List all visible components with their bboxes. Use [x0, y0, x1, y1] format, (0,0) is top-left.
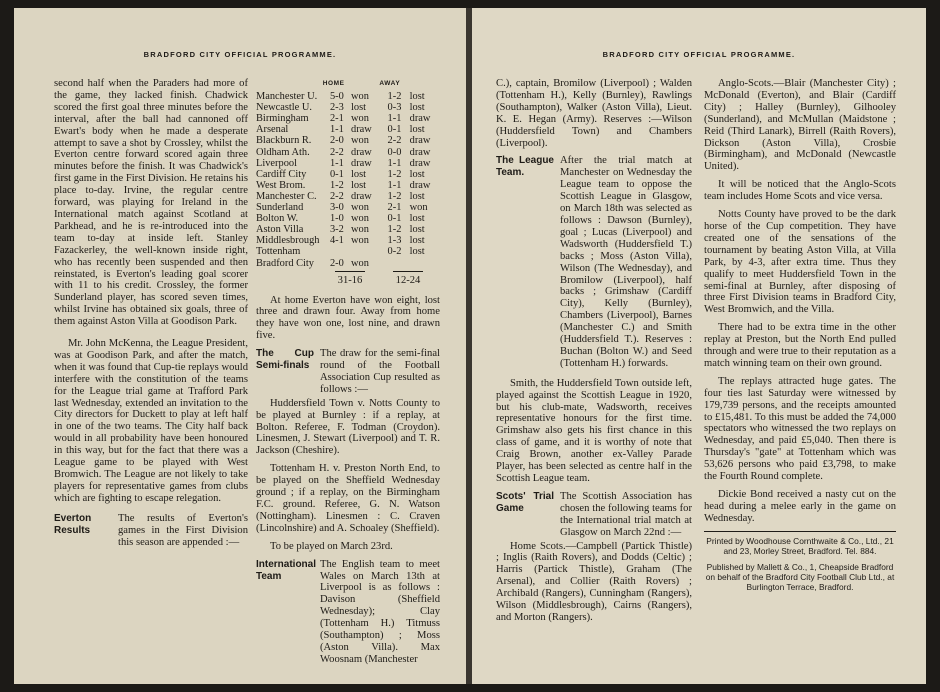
results-row: [256, 224, 440, 235]
results-home-result: [351, 246, 379, 257]
results-away-result: draw: [409, 146, 431, 158]
results-team: Birmingham: [256, 113, 309, 125]
right-page: [472, 8, 926, 684]
results-home-result: won: [351, 235, 369, 247]
left-column-2: [256, 78, 440, 668]
away-total: 12-24: [395, 274, 421, 286]
results-home-result: lost: [351, 168, 367, 180]
notts-county-paragraph: Notts County have proved to be the dark horse of the Cup competition. They have created one of the sensations of the tournament by beating Aston Villa, at Villa Park, by 4-3, after extra time. Thus they qualify to meet Huddersfield Town in the semi-final at Burnley, after disposing of three First Division teams in Bradford City, West Bromwich, and the Villa.: [704, 209, 896, 316]
home-total: 31-16: [337, 274, 363, 286]
results-row: [256, 113, 440, 124]
results-team: West Brom.: [256, 179, 306, 191]
dickie-bond-paragraph: Dickie Bond received a nasty cut on the head during a melee early in the game on Wednesday.: [704, 489, 896, 524]
published-by: Published by Mallett & Co., 1, Cheapside Bradford on behalf of the Bradford City Football Club Ltd., at Burlington Terrace, Bradford.: [705, 561, 895, 593]
cup-semifinals-intro: The draw for the semi-final round of the Football Association Cup resulted as follows :—: [320, 348, 440, 395]
results-team: Bradford City: [256, 257, 315, 269]
results-team: Tottenham: [256, 246, 301, 258]
programme-spread: [14, 8, 926, 684]
results-row: [256, 102, 440, 113]
results-away-result: [410, 258, 440, 269]
results-home-score: 2-0: [329, 257, 344, 269]
results-away-result: lost: [409, 190, 425, 202]
results-away-result: won: [409, 202, 428, 214]
results-team: Arsenal: [256, 124, 289, 136]
everton-results-heading: Everton Results: [54, 512, 92, 536]
results-home-score: 1-0: [329, 213, 344, 225]
results-team: Middlesbrough: [256, 235, 320, 247]
international-team-continued: C.), captain, Bromilow (Liverpool) ; Walden (Tottenham H.), Kelly (Burnley), Rawlings (Southampton), Walker (Aston Villa), Lieut. K. E. Hegan (Army). Reserves :—Wilson (Huddersfield Town) and Chambers (Liverpool).: [496, 78, 692, 149]
results-home-result: draw: [351, 157, 372, 169]
results-team: Blackburn R.: [256, 135, 312, 147]
results-away-result: lost: [409, 102, 425, 114]
results-away-score: [379, 258, 409, 269]
results-home-result: draw: [351, 124, 372, 136]
results-row: [256, 213, 440, 224]
results-away-result: lost: [409, 235, 425, 247]
results-home-score: 2-2: [329, 190, 344, 202]
results-team: Liverpool: [256, 157, 297, 169]
league-notes: Smith, the Huddersfield Town outside left, played against the Scottish League in 1920, but his club-mate, Wadsworth, receives representative honours for the first time. Grimshaw also gets his first chance in this class of game, and it is worthy of note that Craig Brown, another ex-Valley Parade Player, has been selected as centre half in the Scottish League team.: [496, 377, 692, 484]
right-column-1: [496, 78, 692, 630]
results-away-result: lost: [409, 213, 425, 225]
anglo-scots-team: Anglo-Scots.—Blair (Manchester City) ; McDonald (Everton), and Blair (Cardiff City) ; Halley (Burnley), Gilhooley (Sunderland), and McMullan (Maidstone ; Reid (Third Lanark), Birrell (Raith Rovers), Dickson (Aston Villa), Crosbie (Birmingham), and McDonald (Newcastle United).: [704, 78, 896, 173]
results-away-result: lost: [409, 224, 425, 236]
cup-date: To be played on March 23rd.: [270, 540, 393, 552]
international-team-heading: International Team: [256, 558, 317, 582]
results-away-result: lost: [409, 246, 425, 258]
mckenna-paragraph: Mr. John McKenna, the League President, was at Goodison Park, and after the match, when it was found that Cup-tie replays would interfere with the constitution of the teams for the League trial game at Trafford Park last Wednesday, extended an invitation to the City directors for Duckett to play at left half in one of the two teams. The City half back would in all probability have been honoured in this way, but for the fact that there was a League game to be played with West Bromwich. The League are not likely to take players for representative games from clubs which are fighting to escape relegation.: [54, 338, 248, 504]
results-home-score: 2-0: [329, 135, 344, 147]
replay-gates-paragraph: The replays attracted huge gates. The four ties last Saturday were witnessed by 179,739 persons, and the receipts amounted to £15,481. To this must be added the 74,000 spectators who witnessed the two replays on Wednesday, and paid £5,040. Then there is Thursday's "gate" at Tottenham which was 53,626 persons who paid £3,798, to make the Fourth Round complete.: [704, 375, 896, 483]
results-summary: At home Everton have won eight, lost three and drawn four. Away from home they have won one, lost nine, and drawn five.: [256, 294, 440, 342]
results-home-score: 1-1: [329, 124, 344, 136]
results-home-result: won: [351, 213, 369, 225]
results-row: [256, 246, 440, 257]
cup-semifinals-section: [256, 348, 440, 396]
results-away-result: draw: [409, 157, 431, 169]
results-away-score: 0-1: [387, 124, 402, 136]
results-home-score: 3-0: [329, 202, 344, 214]
results-row: [256, 180, 440, 191]
results-row: [256, 169, 440, 180]
home-header: HOME: [322, 80, 345, 87]
results-away-score: 1-1: [387, 157, 402, 169]
results-team: Bolton W.: [256, 213, 299, 225]
results-home-result: won: [351, 113, 369, 125]
results-home-result: won: [351, 224, 369, 236]
results-row: [256, 202, 440, 213]
everton-match-report: second half when the Paraders had more of the game, they lacked finish. Chadwick scored the first goal three minutes before the interval, after the ball had cannoned off Ewart's body when he made a desperate attempt to save a shot by Crossley, whilst the Everton centre forward scored again three minutes before the finish. It was Chadwick's first game in the First Division. He retains his place to-day. Irvine, the regular centre forward, was playing for Ireland in the International match against Scotland at Parkhead, and he is re-introduced into the team to-day at inside left. Stanley Fazackerley, the well-known inside right, who has recently been suspended and then reinstated, is Everton's leading goal scorer with 11 to his credit. Crossley, the former Sunderland player, has scored seven times, whilst Irvine has obtained six goals, three of them against Aston Villa at Goodison Park.: [54, 78, 248, 328]
cup-semifinals-heading: The Cup Semi-finals: [256, 348, 314, 372]
results-row: [256, 91, 440, 102]
scots-trial-intro: The Scottish Association has chosen the following teams for the International trial match at Glasgow on March 22nd :—: [560, 490, 692, 538]
results-team: Manchester C.: [256, 190, 317, 202]
printed-by: Printed by Woodhouse Cornthwaite & Co., Ltd., 21 and 23, Morley Street, Bradford. Tel. 884.: [706, 535, 894, 557]
results-away-score: 0-2: [387, 246, 402, 258]
scots-trial-section: [496, 491, 692, 539]
results-home-score: 0-1: [329, 168, 344, 180]
home-scots-team: Home Scots.—Campbell (Partick Thistle) ; Inglis (Raith Rovers), and Dodds (Celtic) ; Harris (Partick Thistle), Graham (The Arsenal), and Collier (Raith Rovers) ; Archibald (Rangers), Cunningham (Rangers), Wilson (Middlesbrough), Cairns (Rangers), and Morton (Rangers).: [496, 540, 692, 623]
results-home-result: draw: [351, 190, 372, 202]
results-home-score: [323, 246, 351, 257]
left-column-1: [54, 78, 248, 550]
results-away-score: 0-0: [387, 146, 402, 158]
cup-tie-2: Tottenham H. v. Preston North End, to be played on the Sheffield Wednesday ground ; if a replay, on the Birmingham F.C. ground. Referee, G. N. Watson (Nottingham). Linesmen : C. Craven (Lincolnshire) and A. Schoaley (Sheffield).: [256, 463, 440, 534]
league-team-heading: The League Team.: [496, 155, 554, 179]
right-column-2: [704, 78, 896, 598]
results-home-score: 3-2: [329, 224, 344, 236]
results-away-result: lost: [409, 168, 425, 180]
results-away-result: lost: [409, 124, 425, 136]
results-row: [256, 258, 440, 269]
results-row: [256, 191, 440, 202]
results-away-score: 1-2: [387, 91, 402, 103]
away-header: AWAY: [379, 80, 401, 87]
results-away-score: 0-3: [387, 102, 402, 114]
results-home-score: 2-2: [329, 146, 344, 158]
results-row: [256, 135, 440, 146]
results-totals: [256, 271, 440, 287]
results-row: [256, 147, 440, 158]
cup-tie-1: Huddersfield Town v. Notts County to be played at Burnley : if a replay, at Bolton. Referee, F. Todman (Croydon). Linesmen, J. Stewart (Liverpool) and T. R. Jackson (Cheshire).: [256, 397, 440, 457]
results-home-result: lost: [351, 102, 367, 114]
results-row: [256, 124, 440, 135]
results-row: [256, 235, 440, 246]
scots-trial-heading: Scots' Trial Game: [496, 490, 554, 514]
results-home-score: 1-2: [329, 179, 344, 191]
results-away-score: 1-2: [387, 224, 402, 236]
results-home-result: won: [351, 202, 369, 214]
anglo-scots-note: It will be noticed that the Anglo-Scots team includes Home Scots and vice versa.: [704, 179, 896, 203]
results-away-score: 1-3: [387, 235, 402, 247]
preston-replay-paragraph: There had to be extra time in the other replay at Preston, but the North End pulled through and were true to their reputation as a match winning team on their own ground.: [704, 322, 896, 369]
results-away-score: 0-1: [387, 213, 402, 225]
results-away-score: 2-2: [387, 135, 402, 147]
results-away-result: draw: [409, 113, 431, 125]
results-team: Oldham Ath.: [256, 146, 310, 158]
results-home-result: won: [351, 91, 369, 103]
results-away-score: 1-2: [387, 190, 402, 202]
results-away-score: 2-1: [387, 202, 402, 214]
results-away-score: 1-1: [387, 113, 402, 125]
running-head-right: BRADFORD CITY OFFICIAL PROGRAMME.: [602, 50, 796, 59]
results-home-score: 2-1: [329, 113, 344, 125]
league-team-text: After the trial match at Manchester on Wednesday the League team to oppose the Scottish League in Glasgow, on March 18th was selected as follows : Dawson (Burnley), goal ; Lucas (Liverpool) and Wadsworth (Huddersfield T.) backs ; Moss (Aston Villa), Wilson (The Wednesday), and Bromilow (Liverpool), half backs ; Grimshaw (Cardiff City), Kelly (Burnley), Chambers (Liverpool), Barnes (Manchester C.) and Smith (Huddersfield T.). Reserves : Buchan (Bolton W.) and Seed (Tottenham H.) forwards.: [560, 155, 692, 369]
results-away-result: draw: [409, 135, 431, 147]
results-home-result: won: [351, 135, 369, 147]
results-home-score: 4-1: [329, 235, 344, 247]
results-team: Cardiff City: [256, 168, 307, 180]
results-home-score: 2-3: [329, 102, 344, 114]
results-away-score: 1-2: [387, 168, 402, 180]
left-page: [14, 8, 466, 684]
everton-results-section: [54, 513, 248, 549]
results-away-result: draw: [409, 179, 431, 191]
results-row: [256, 158, 440, 169]
results-away-result: lost: [409, 91, 425, 103]
printer-imprint: [704, 531, 896, 593]
running-head-left: BRADFORD CITY OFFICIAL PROGRAMME.: [143, 50, 337, 59]
everton-results-table: [256, 78, 440, 269]
results-home-score: 1-1: [329, 157, 344, 169]
results-away-score: 1-1: [387, 179, 402, 191]
results-home-result: won: [351, 257, 369, 269]
results-home-result: lost: [351, 179, 367, 191]
results-team: Manchester U.: [256, 91, 318, 103]
international-team-text: The English team to meet Wales on March 13th at Liverpool is as follows : Davison (Sheffield Wednesday); Clay (Tottenham H.) Titmuss (Southampton) ; Moss (Aston Villa). Max Woosnam (Manchester: [320, 558, 440, 665]
results-team: Newcastle U.: [256, 102, 312, 114]
international-team-section: [256, 559, 440, 666]
everton-results-intro: The results of Everton's games in the First Division this season are appended :—: [118, 512, 248, 548]
league-team-section: [496, 155, 692, 369]
results-team: Sunderland: [256, 202, 304, 214]
results-home-score: 5-0: [329, 91, 344, 103]
results-team: Aston Villa: [256, 224, 304, 236]
results-home-result: draw: [351, 146, 372, 158]
